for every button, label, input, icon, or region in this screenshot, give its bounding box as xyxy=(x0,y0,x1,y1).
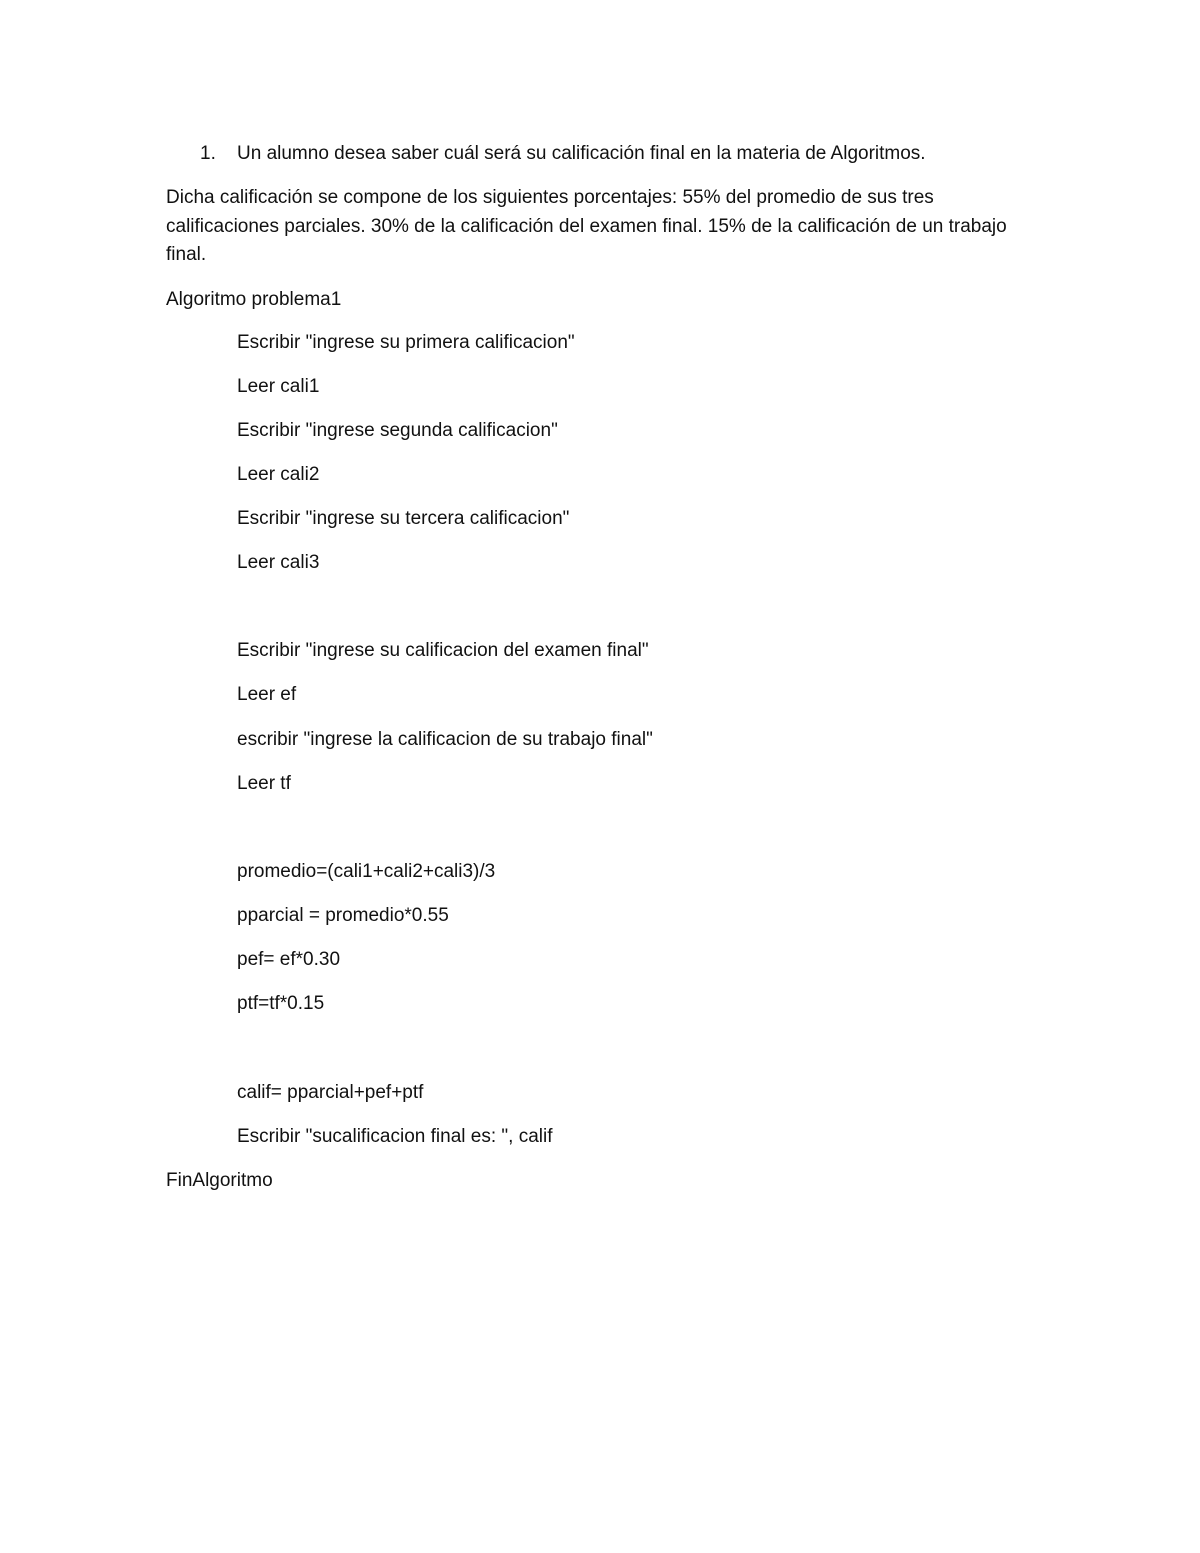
problem-statement: Un alumno desea saber cuál será su calificación final en la materia de Algoritmos. xyxy=(237,143,926,164)
code-line: Leer ef xyxy=(237,684,297,705)
code-line: Leer cali3 xyxy=(237,552,320,573)
code-line: pparcial = promedio*0.55 xyxy=(237,905,449,926)
code-line: calif= pparcial+pef+ptf xyxy=(237,1082,424,1103)
code-line: pef= ef*0.30 xyxy=(237,949,341,970)
code-line: Escribir "ingrese su tercera calificacion" xyxy=(237,508,570,529)
code-line: Escribir "sucalificacion final es: ", calif xyxy=(237,1126,553,1147)
code-line: ptf=tf*0.15 xyxy=(237,993,325,1014)
code-line: Leer tf xyxy=(237,773,291,794)
algorithm-header: Algoritmo problema1 xyxy=(166,289,342,310)
algorithm-footer: FinAlgoritmo xyxy=(166,1170,273,1191)
code-line: Escribir "ingrese su primera calificacion" xyxy=(237,332,575,353)
code-line: Escribir "ingrese su calificacion del examen final" xyxy=(237,640,649,661)
code-line: Leer cali1 xyxy=(237,376,320,397)
code-line: Escribir "ingrese segunda calificacion" xyxy=(237,420,558,441)
list-number: 1. xyxy=(200,143,216,164)
code-line: escribir "ingrese la calificacion de su trabajo final" xyxy=(237,729,653,750)
code-line: promedio=(cali1+cali2+cali3)/3 xyxy=(237,861,496,882)
problem-description: Dicha calificación se compone de los siguientes porcentajes: 55% del promedio de sus tres calificaciones parciales. 30% de la calificación del examen final. 15% de la calificación de un trabajo final. xyxy=(166,187,1007,265)
code-line: Leer cali2 xyxy=(237,464,320,485)
